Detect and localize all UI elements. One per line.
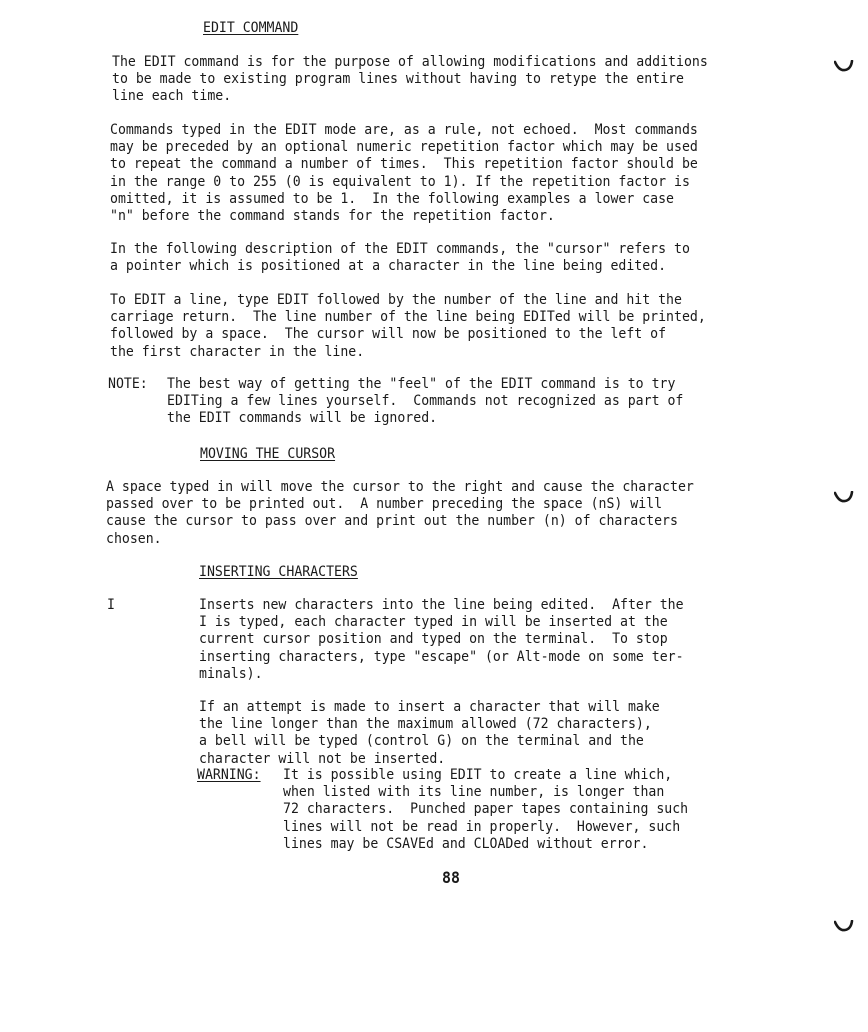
warning-label: WARNING: bbox=[197, 767, 261, 783]
binder-hole-mark-icon bbox=[834, 491, 854, 503]
paragraph-moving-cursor: A space typed in will move the cursor to the right and cause the character passed over to be printed out. A number preceding the space (nS) will cause the cursor to pass over and print out the number (n) of characters chosen. bbox=[106, 479, 694, 547]
paragraph-repetition: Commands typed in the EDIT mode are, as a rule, not echoed. Most commands may be preceded by an optional numeric repetition factor which may be used to repeat the command a number of times. This repetition factor should be in the range 0 to 255 (0 is equivalent to 1). If the repetition factor is omitted, it is assumed to be 1. In the following examples a lower case "n" before the command stands for the repetition factor. bbox=[110, 122, 698, 225]
paragraph-intro: The EDIT command is for the purpose of allowing modifications and additions to be made to existing program lines without having to retype the entire line each time. bbox=[112, 54, 708, 105]
paragraph-cursor: In the following description of the EDIT commands, the "cursor" refers to a pointer which is positioned at a character in the line being edited. bbox=[110, 241, 690, 275]
page-number: 88 bbox=[442, 868, 460, 887]
binder-hole-mark-icon bbox=[834, 60, 854, 72]
note-text: The best way of getting the "feel" of the EDIT command is to try EDITing a few lines yourself. Commands not recognized as part of the EDIT commands will be ignored. bbox=[167, 376, 684, 427]
subheading-moving-cursor: MOVING THE CURSOR bbox=[200, 446, 336, 462]
binder-hole-mark-icon bbox=[834, 920, 854, 932]
command-description: Inserts new characters into the line being edited. After the I is typed, each character typed in will be inserted at the current cursor position and typed on the terminal. To stop inserting characters, type "escape" (or Alt-mode on some ter- minals). bbox=[199, 597, 684, 682]
page-heading: EDIT COMMAND bbox=[203, 20, 299, 36]
subheading-inserting: INSERTING CHARACTERS bbox=[199, 564, 358, 580]
paragraph-edit-line: To EDIT a line, type EDIT followed by the number of the line and hit the carriage return. The line number of the line being EDITed will be printed, followed by a space. The cursor will now be positioned to the left of the first character in the line. bbox=[110, 292, 706, 360]
warning-text: It is possible using EDIT to create a line which, when listed with its line number, is longer than 72 characters. Punched paper tapes containing such lines will not be read in properly. However, such lines may be CSAVEd and CLOADed without error. bbox=[283, 767, 689, 852]
insert-limit-paragraph: If an attempt is made to insert a character that will make the line longer than the maximum allowed (72 characters), a bell will be typed (control G) on the terminal and the character will not be inserted. bbox=[199, 699, 660, 767]
command-letter: I bbox=[107, 597, 115, 613]
note-label: NOTE: bbox=[108, 376, 148, 392]
